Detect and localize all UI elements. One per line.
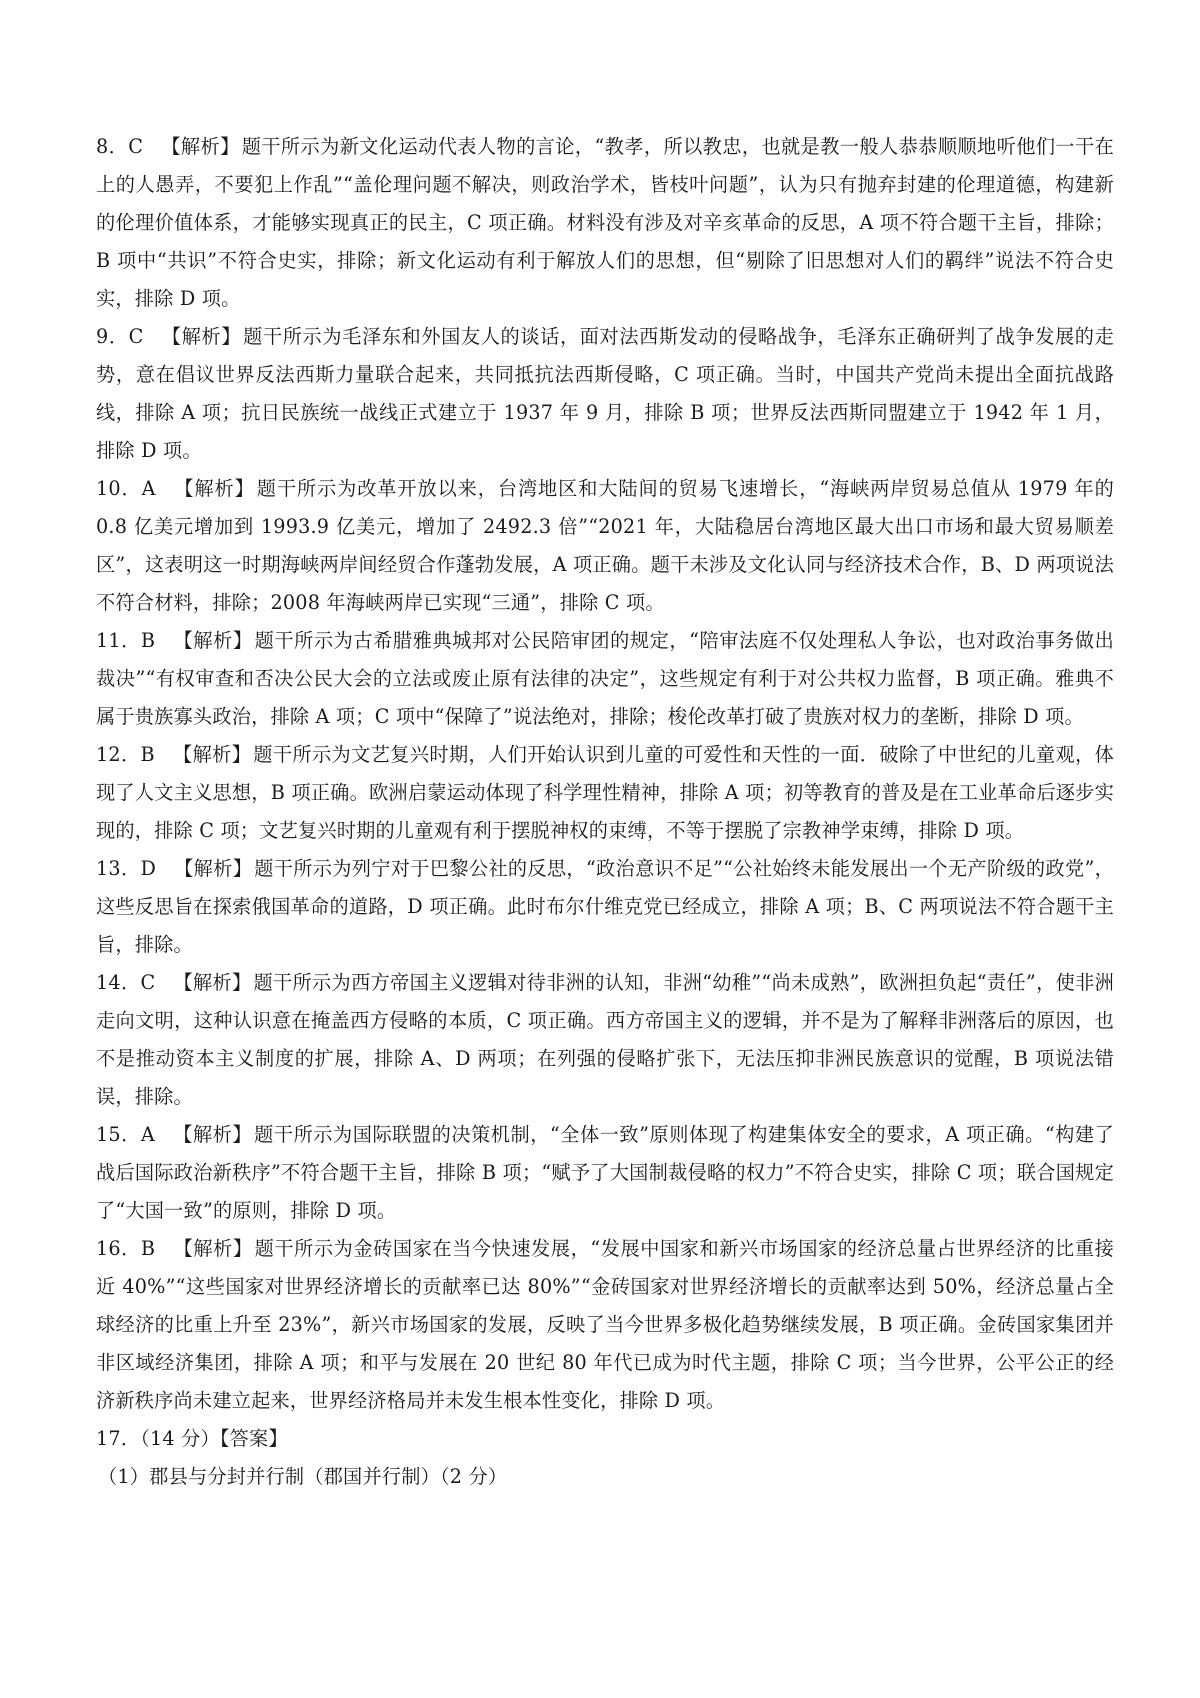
analysis-text: 题干所示为金砖国家在当今快速发展，“发展中国家和新兴市场国家的经济总量占世界经济的比重接近 40%”“这些国家对世界经济增长的贡献率已达 80%”“金砖国家对世界经济增长的贡献率达到 50%，经济总量占全球经济的比重上升至 23%”，新兴市场国家的发展，反映了当今世界多极化趋势继续发展，B 项正确。金砖国家集团并非区域经济集团，排除 A 项；和平与发展在 20 世纪 80 年代已成为时代主题，排除 C 项；当今世界，公平公正的经济新秩序尚未建立起来，世界经济格局并未发生根本性变化，排除 D 项。: [96, 1237, 1114, 1412]
analysis-tag: 【解析】: [174, 857, 253, 880]
analysis-text: 题干所示为新文化运动代表人物的言论，“教孝，所以教忠，也就是教一般人恭恭顺顺地听他们一干在上的人愚弄，不要犯上作乱”“盖伦理问题不解决，则政治学术，皆枝叶问题”，认为只有抛弃封建的伦理道德，构建新的伦理价值体系，才能够实现真正的民主，C 项正确。材料没有涉及对辛亥革命的反思，A 项不符合题干主旨，排除；B 项中“共识”不符合史实，排除；新文化运动有利于解放人们的思想，但“剔除了旧思想对人们的羁绊”说法不符合史实，排除 D 项。: [96, 135, 1114, 310]
question-17-header: 17．（14 分）【答案】: [96, 1427, 288, 1450]
analysis-text: 题干所示为古希腊雅典城邦对公民陪审团的规定，“陪审法庭不仅处理私人争讼，也对政治事务做出裁决”“有权审查和否决公民大会的立法或废止原有法律的决定”，这些规定有利于对公共权力监督，B 项正确。雅典不属于贵族寡头政治，排除 A 项；C 项中“保障了”说法绝对，排除；梭伦改革打破了贵族对权力的垄断，排除 D 项。: [96, 629, 1114, 728]
answer-item-11: [96, 622, 1114, 736]
analysis-text: 题干所示为文艺复兴时期，人们开始认识到儿童的可爱性和天性的一面．破除了中世纪的儿童观，体现了人文主义思想，B 项正确。欧洲启蒙运动体现了科学理性精神，排除 A 项；初等教育的普及是在工业革命后逐步实现的，排除 C 项；文艺复兴时期的儿童观有利于摆脱神权的束缚，不等于摆脱了宗教神学束缚，排除 D 项。: [96, 743, 1114, 842]
answer-page: [96, 128, 1114, 1496]
answer-item-12: [96, 736, 1114, 850]
question-17-answer-1: （1）郡县与分封并行制（郡国并行制）（2 分）: [98, 1465, 508, 1488]
analysis-tag: 【解析】: [172, 743, 252, 766]
answer-item-14: [96, 964, 1114, 1116]
analysis-tag: 【解析】: [172, 1123, 253, 1146]
answer-item-10: [96, 470, 1114, 622]
item-number: 11．B: [96, 629, 156, 652]
answer-item-9: [96, 318, 1114, 470]
answer-item-16: [96, 1230, 1114, 1420]
answer-item-15: [96, 1116, 1114, 1230]
analysis-tag: 【解析】: [161, 325, 242, 348]
item-number: 13．D: [96, 857, 157, 880]
item-number: 16．B: [96, 1237, 156, 1260]
answer-item-13: [96, 850, 1114, 964]
item-number: 9．C: [96, 325, 144, 348]
item-number: 10．A: [96, 477, 156, 500]
analysis-tag: 【解析】: [173, 1237, 253, 1260]
item-number: 12．B: [96, 743, 155, 766]
analysis-tag: 【解析】: [173, 477, 255, 500]
analysis-tag: 【解析】: [161, 135, 240, 158]
analysis-text: 题干所示为改革开放以来，台湾地区和大陆间的贸易飞速增长，“海峡两岸贸易总值从 1979 年的 0.8 亿美元增加到 1993.9 亿美元，增加了 2492.3 倍”“2021 年，大陆稳居台湾地区最大出口市场和最大贸易顺差区”，这表明这一时期海峡两岸间经贸合作蓬勃发展，A 项正确。题干未涉及文化认同与经济技术合作，B、D 两项说法不符合材料，排除；2008 年海峡两岸已实现“三通”，排除 C 项。: [96, 477, 1114, 614]
item-number: 15．A: [96, 1123, 155, 1146]
analysis-text: 题干所示为国际联盟的决策机制，“全体一致”原则体现了构建集体安全的要求，A 项正确。“构建了战后国际政治新秩序”不符合题干主旨，排除 B 项；“赋予了大国制裁侵略的权力”不符合史实，排除 C 项；联合国规定了“大国一致”的原则，排除 D 项。: [96, 1123, 1114, 1222]
item-number: 8．C: [96, 135, 144, 158]
analysis-text: 题干所示为列宁对于巴黎公社的反思，“政治意识不足”“公社始终未能发展出一个无产阶级的政党”，这些反思旨在探索俄国革命的道路，D 项正确。此时布尔什维克党已经成立，排除 A 项；B、C 两项说法不符合题干主旨，排除。: [96, 857, 1114, 956]
analysis-text: 题干所示为西方帝国主义逻辑对待非洲的认知，非洲“幼稚”“尚未成熟”，欧洲担负起“责任”，使非洲走向文明，这种认识意在掩盖西方侵略的本质，C 项正确。西方帝国主义的逻辑，并不是为了解释非洲落后的原因，也不是推动资本主义制度的扩展，排除 A、D 两项；在列强的侵略扩张下，无法压抑非洲民族意识的觉醒，B 项说法错误，排除。: [96, 971, 1114, 1108]
analysis-text: 题干所示为毛泽东和外国友人的谈话，面对法西斯发动的侵略战争，毛泽东正确研判了战争发展的走势，意在倡议世界反法西斯力量联合起来，共同抵抗法西斯侵略，C 项正确。当时，中国共产党尚未提出全面抗战路线，排除 A 项；抗日民族统一战线正式建立于 1937 年 9 月，排除 B 项；世界反法西斯同盟建立于 1942 年 1 月，排除 D 项。: [96, 325, 1114, 462]
item-number: 14．C: [96, 971, 156, 994]
analysis-tag: 【解析】: [173, 971, 252, 994]
answer-item-8: [96, 128, 1114, 318]
analysis-tag: 【解析】: [173, 629, 253, 652]
